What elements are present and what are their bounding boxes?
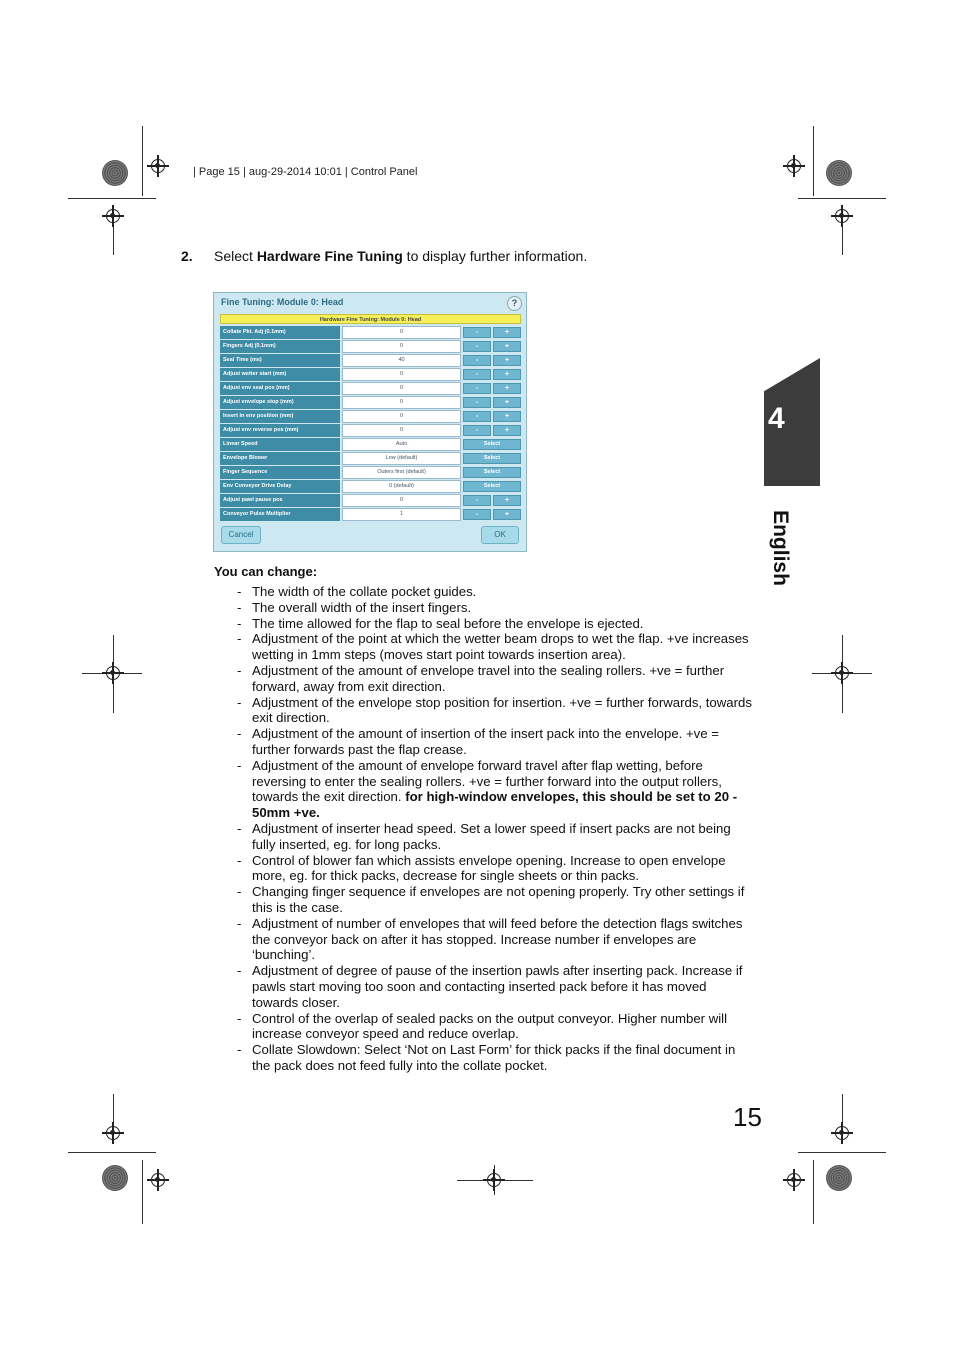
chapter-number: 4 [768, 402, 785, 435]
setting-label: Fingers Adj (0.1mm) [220, 340, 340, 353]
decrease-button[interactable]: - [463, 341, 491, 352]
list-item: - The width of the collate pocket guides. [237, 584, 477, 599]
registration-mark-icon [487, 1173, 501, 1187]
increase-button[interactable]: + [493, 369, 521, 380]
list-item: - Adjustment of the amount of insertion of the insert pack into the envelope. +ve = further forwards past the flap crease. [237, 726, 719, 757]
setting-row [220, 326, 521, 339]
setting-label: Adjust env reverse pos (mm) [220, 424, 340, 437]
setting-value: 0 [342, 368, 461, 381]
step-keyword: Hardware Fine Tuning [256, 248, 403, 264]
help-icon[interactable]: ? [507, 296, 522, 311]
setting-label: Adjust env seal pos (mm) [220, 382, 340, 395]
list-item: - Adjustment of the amount of envelope forward travel after flap wetting, before reversing to enter the sealing rollers. +ve = further forward into the output rollers, towards the exit direction. for high-window envelopes, this should be set to 20 - 50mm +ve. [237, 757, 738, 821]
setting-row [220, 354, 521, 367]
select-button[interactable]: Select [463, 467, 521, 478]
setting-label: Envelope Blower [220, 452, 340, 465]
list-item: - Collate Slowdown: Select ‘Not on Last Form’ for thick packs if the final document in the pack does not feed fully into the collate pocket. [237, 1042, 736, 1073]
registration-mark-icon [787, 1173, 801, 1187]
change-list [237, 584, 753, 1074]
setting-value: 0 [342, 424, 461, 437]
registration-mark-icon [151, 1173, 165, 1187]
decrease-button[interactable]: - [463, 509, 491, 520]
select-button[interactable]: Select [463, 481, 521, 492]
setting-row [220, 396, 521, 409]
setting-value: Auto [342, 438, 461, 451]
page-number: 15 [733, 1102, 762, 1132]
registration-mark-icon [787, 159, 801, 173]
setting-label: Finger Sequence [220, 466, 340, 479]
setting-value: 0 (default) [342, 480, 461, 493]
color-target-icon [826, 1165, 852, 1191]
fine-tuning-dialog [213, 292, 527, 552]
select-button[interactable]: Select [463, 439, 521, 450]
decrease-button[interactable]: - [463, 397, 491, 408]
increase-button[interactable]: + [493, 355, 521, 366]
registration-mark-icon [106, 1126, 120, 1140]
color-target-icon [826, 160, 852, 186]
setting-row [220, 424, 521, 437]
decrease-button[interactable]: - [463, 355, 491, 366]
setting-label: Adjust wetter start (mm) [220, 368, 340, 381]
setting-label: Linear Speed [220, 438, 340, 451]
setting-value: 0 [342, 340, 461, 353]
list-item: - Control of the overlap of sealed packs on the output conveyor. Higher number will increase conveyor speed and reduce overlap. [237, 1010, 728, 1042]
setting-label: Insert in env position (mm) [220, 410, 340, 423]
decrease-button[interactable]: - [463, 411, 491, 422]
setting-value: Low (default) [342, 452, 461, 465]
setting-label: Adjust envelope stop (mm) [220, 396, 340, 409]
increase-button[interactable]: + [493, 327, 521, 338]
list-item: - The overall width of the insert fingers. [237, 599, 472, 615]
setting-row [220, 340, 521, 353]
list-item: - Adjustment of the amount of envelope travel into the sealing rollers. +ve = further forward, away from exit direction. [237, 662, 725, 694]
dialog-banner: Hardware Fine Tuning: Module 0: Head [220, 314, 521, 324]
setting-label: Conveyor Pulse Multiplier [220, 508, 340, 521]
increase-button[interactable]: + [493, 509, 521, 520]
list-item: - Adjustment of inserter head speed. Set a lower speed if insert packs are not being fully inserted, eg. for long packs. [237, 820, 731, 852]
setting-label: Env Conveyor Drive Delay [220, 480, 340, 493]
list-item: - Adjustment of degree of pause of the insertion pawls after inserting pack. Increase if pawls start moving too soon and contacting inserted pack before it has moved towards closer. [237, 963, 743, 1010]
list-item: - Changing finger sequence if envelopes are not opening properly. Try other settings if this is the case. [237, 884, 745, 915]
registration-mark-icon [835, 209, 849, 223]
setting-value: 1 [342, 508, 461, 521]
increase-button[interactable]: + [493, 383, 521, 394]
setting-value: Outers first (default) [342, 466, 461, 479]
setting-row [220, 466, 521, 479]
setting-value: 0 [342, 326, 461, 339]
setting-value: 0 [342, 382, 461, 395]
color-target-icon [102, 1165, 128, 1191]
increase-button[interactable]: + [493, 341, 521, 352]
print-header: | Page 15 | aug-29-2014 10:01 | Control Panel [193, 166, 418, 178]
setting-value: 0 [342, 494, 461, 507]
ok-button[interactable]: OK [481, 526, 519, 544]
setting-row [220, 438, 521, 451]
step-number: 2. [181, 248, 193, 264]
decrease-button[interactable]: - [463, 425, 491, 436]
setting-row [220, 382, 521, 395]
increase-button[interactable]: + [493, 425, 521, 436]
setting-row [220, 368, 521, 381]
registration-mark-icon [106, 209, 120, 223]
setting-value: 0 [342, 396, 461, 409]
step-instruction: Select Hardware Fine Tuning to display further information. [214, 248, 588, 264]
change-list-title: You can change: [214, 564, 318, 579]
setting-value: 40 [342, 354, 461, 367]
setting-row [220, 508, 521, 521]
setting-label: Collate Pkt. Adj (0.1mm) [220, 326, 340, 339]
registration-mark-icon [151, 159, 165, 173]
setting-row [220, 480, 521, 493]
registration-mark-icon [835, 1126, 849, 1140]
setting-label: Adjust pawl pause pos [220, 494, 340, 507]
setting-row [220, 410, 521, 423]
list-item: - Adjustment of number of envelopes that will feed before the detection flags switches the conveyor back on after it has stopped. Increase number if envelopes are ‘bunching’. [237, 915, 743, 963]
language-label: English [769, 510, 792, 586]
color-target-icon [102, 160, 128, 186]
cancel-button[interactable]: Cancel [221, 526, 261, 544]
setting-row [220, 452, 521, 465]
increase-button[interactable]: + [493, 411, 521, 422]
dialog-title: Fine Tuning: Module 0: Head [221, 297, 344, 307]
decrease-button[interactable]: - [463, 495, 491, 506]
setting-row [220, 494, 521, 507]
list-item: - Adjustment of the envelope stop position for insertion. +ve = further forwards, towards exit direction. [237, 694, 752, 726]
select-button[interactable]: Select [463, 453, 521, 464]
registration-mark-icon [106, 666, 120, 680]
increase-button[interactable]: + [493, 397, 521, 408]
registration-mark-icon [835, 666, 849, 680]
decrease-button[interactable]: - [463, 383, 491, 394]
list-item: - The time allowed for the flap to seal before the envelope is ejected. [237, 615, 644, 631]
decrease-button[interactable]: - [463, 327, 491, 338]
decrease-button[interactable]: - [463, 369, 491, 380]
list-item: - Adjustment of the point at which the wetter beam drops to wet the flap. +ve increases wetting in 1mm steps (moves start point towards insertion area). [237, 631, 749, 663]
list-item: - Control of blower fan which assists envelope opening. Increase to open envelope more, eg. for thick packs, decrease for single sheets or thin packs. [237, 852, 726, 884]
setting-label: Seal Time (ms) [220, 354, 340, 367]
increase-button[interactable]: + [493, 495, 521, 506]
setting-value: 0 [342, 410, 461, 423]
